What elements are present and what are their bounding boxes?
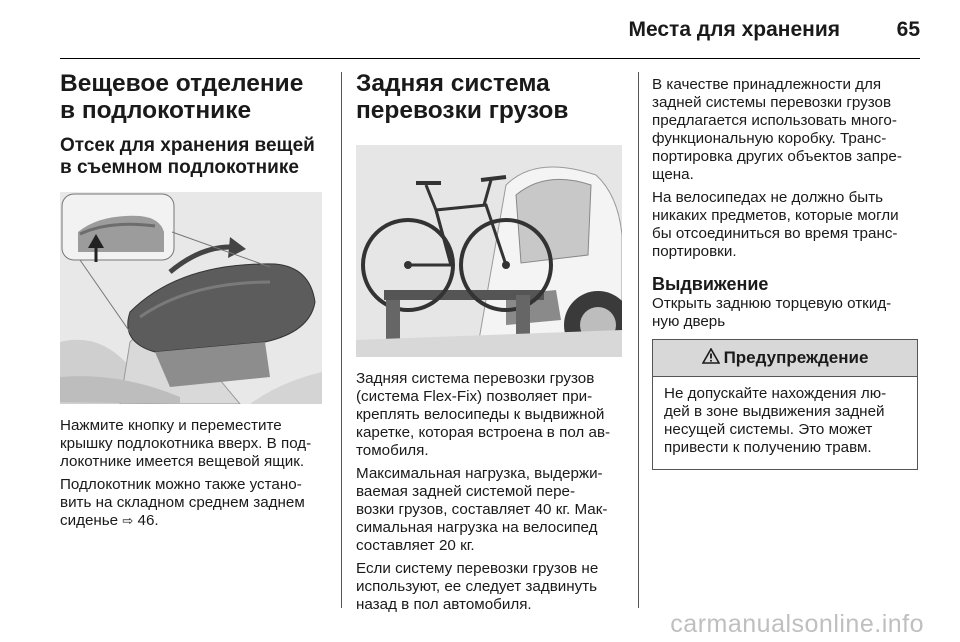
extension-paragraph: Открыть заднюю торцевую откид- ную дверь [652, 295, 892, 330]
warning-header [653, 340, 917, 377]
rear-carrier-paragraph-2: Максимальная нагрузка, выдержи- ваемая задней системой пере- возки грузов, составляет 40 кг. Мак- симальная нагрузка на велосипед составляет 20 кг. [356, 465, 608, 554]
column-divider-2 [638, 72, 639, 608]
header-rule [60, 58, 920, 59]
warning-box [652, 339, 918, 470]
warning-body: Не допускайте нахождения лю- дей в зоне выдвижения задней несущей системы. Это может привести к получению травм. [664, 385, 887, 456]
watermark: carmanualsonline.info [670, 610, 924, 638]
column-accessories [652, 70, 918, 470]
bike-carrier-illustration [356, 145, 622, 357]
subheading-armrest-compartment: Отсек для хранения вещей в съемном подлокотнике [60, 135, 315, 178]
accessories-paragraph-1: В качестве принадлежности для задней системы перевозки грузов предлагается использовать много- функциональную коробку. Транс- портировка других объектов запре- щена. [652, 76, 902, 183]
section-heading-rear-carrier: Задняя система перевозки грузов [356, 70, 569, 124]
column-armrest [60, 70, 326, 535]
rear-carrier-paragraph-1: Задняя система перевозки грузов (система Flex-Fix) позволяет при- креплять велосипеды к выдвижной каретке, которая встроена в пол ав- томобиля. [356, 370, 611, 459]
column-rear-carrier [356, 70, 622, 619]
column-divider-1 [341, 72, 342, 608]
section-heading-armrest: Вещевое отделение в подлокотнике [60, 70, 304, 124]
page-ref-link[interactable]: 46. [137, 512, 159, 529]
header-title: Места для хранения [628, 18, 840, 41]
accessories-paragraph-2: На велосипедах не должно быть никаких предметов, которые могли бы отсоединиться во время транс- портировки. [652, 189, 899, 260]
warning-title: Предупреждение [723, 348, 869, 367]
rear-carrier-paragraph-3: Если систему перевозки грузов не используют, ее следует задвинуть назад в пол автомобиля. [356, 560, 599, 613]
armrest-paragraph-1: Нажмите кнопку и переместите крышку подлокотника вверх. В под- локотнике имеется вещевой ящик. [60, 417, 312, 470]
subheading-extension: Выдвижение [652, 274, 769, 294]
page-ref-arrow-icon: ⇨ [122, 513, 134, 528]
warning-triangle-icon [702, 348, 720, 369]
page-header [60, 18, 920, 44]
page-number: 65 [896, 18, 920, 41]
armrest-illustration [60, 192, 322, 404]
armrest-paragraph-2: Подлокотник можно также устано- вить на складном среднем заднем сиденье ⇨ 46. [60, 476, 305, 529]
